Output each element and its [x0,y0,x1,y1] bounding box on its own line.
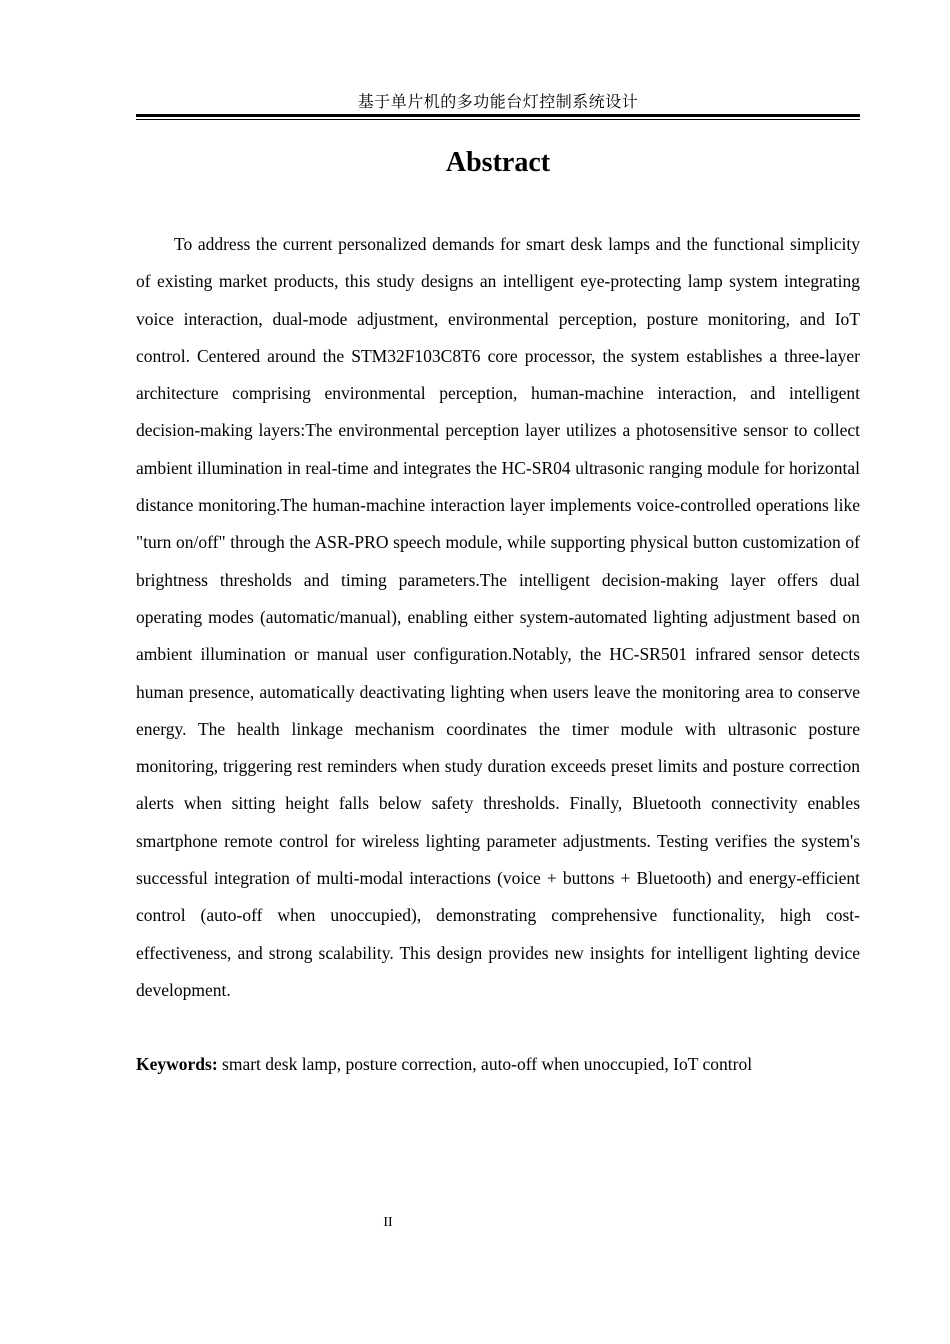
keywords-text: smart desk lamp, posture correction, auto-off when unoccupied, IoT control [217,1054,753,1074]
keywords-line [136,1047,860,1081]
header-rule-thick [136,114,860,117]
keywords-label: Keywords: [136,1054,218,1074]
running-header: 基于单片机的多功能台灯控制系统设计 [357,92,639,111]
abstract-title: Abstract [445,147,551,178]
abstract-body: To address the current personalized demands for smart desk lamps and the functional simplicity of existing market products, this study designs an intelligent eye-protecting lamp system integrating voice interaction, dual-mode adjustment, environmental perception, posture monitoring, and IoT control. Centered around the STM32F103C8T6 core processor, the system establishes a three-layer architecture comprising environmental perception, human-machine interaction, and intelligent decision-making layers:The environmental perception layer utilizes a photosensitive sensor to collect ambient illumination in real-time and integrates the HC-SR04 ultrasonic ranging module for horizontal distance monitoring.The human-machine interaction layer implements voice-controlled operations like "turn on/off" through the ASR-PRO speech module, while supporting physical button customization of brightness thresholds and timing parameters.The intelligent decision-making layer offers dual operating modes (automatic/manual), enabling either system-automated lighting adjustment based on ambient illumination or manual user configuration.Notably, the HC-SR501 infrared sensor detects human presence, automatically deactivating lighting when users leave the monitoring area to conserve energy. The health linkage mechanism coordinates the timer module with ultrasonic posture monitoring, triggering rest reminders when study duration exceeds preset limits and posture correction alerts when sitting height falls below safety thresholds. Finally, Bluetooth connectivity enables smartphone remote control for wireless lighting parameter adjustments. Testing verifies the system's successful integration of multi-modal interactions (voice + buttons + Bluetooth) and energy-efficient control (auto-off when unoccupied), demonstrating comprehensive functionality, high cost-effectiveness, and strong scalability. This design provides new insights for intelligent lighting device development. [136,234,860,1000]
page-number: II [383,1215,393,1230]
header-rule-thin [136,119,860,120]
